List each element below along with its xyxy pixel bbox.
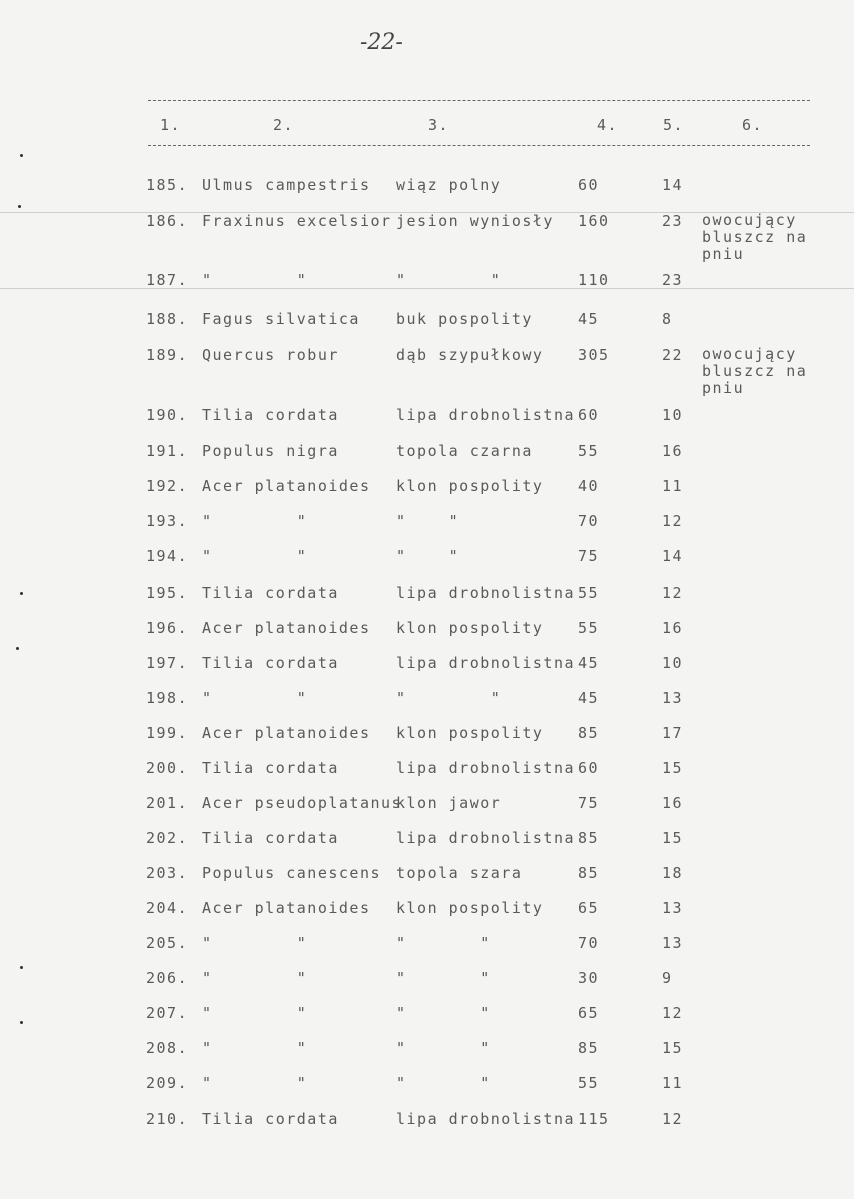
row-number: 187. <box>146 271 189 289</box>
value-col-5: 11 <box>662 1074 684 1092</box>
row-number: 191. <box>146 442 189 460</box>
latin-name: Tilia cordata <box>202 1110 339 1128</box>
value-col-5: 13 <box>662 899 684 917</box>
header-5: 5. <box>663 116 685 134</box>
polish-name: lipa drobnolistna <box>396 759 576 777</box>
polish-name: " " <box>396 512 460 530</box>
value-col-5: 10 <box>662 406 684 424</box>
row-number: 195. <box>146 584 189 602</box>
row-number: 209. <box>146 1074 189 1092</box>
row-number: 200. <box>146 759 189 777</box>
row-number: 204. <box>146 899 189 917</box>
polish-name: klon pospolity <box>396 724 544 742</box>
value-col-5: 14 <box>662 176 684 194</box>
polish-name: klon pospolity <box>396 619 544 637</box>
polish-name: dąb szypułkowy <box>396 346 544 364</box>
note: owocujący bluszcz na pniu <box>702 211 808 263</box>
row-number: 210. <box>146 1110 189 1128</box>
value-col-5: 16 <box>662 794 684 812</box>
value-col-4: 60 <box>578 759 600 777</box>
value-col-5: 12 <box>662 1004 684 1022</box>
header-bottom-rule <box>148 145 810 146</box>
value-col-4: 55 <box>578 584 600 602</box>
value-col-4: 85 <box>578 1039 600 1057</box>
value-col-5: 13 <box>662 689 684 707</box>
latin-name: " " <box>202 512 308 530</box>
polish-name: jesion wyniosły <box>396 212 554 230</box>
margin-mark <box>20 966 23 969</box>
polish-name: topola czarna <box>396 442 533 460</box>
latin-name: Acer platanoides <box>202 477 371 495</box>
row-number: 202. <box>146 829 189 847</box>
row-number: 197. <box>146 654 189 672</box>
latin-name: Tilia cordata <box>202 584 339 602</box>
row-number: 193. <box>146 512 189 530</box>
value-col-4: 70 <box>578 934 600 952</box>
row-number: 207. <box>146 1004 189 1022</box>
value-col-4: 60 <box>578 406 600 424</box>
latin-name: Quercus robur <box>202 346 339 364</box>
page-number: -22- <box>360 30 403 55</box>
value-col-5: 10 <box>662 654 684 672</box>
value-col-4: 110 <box>578 271 610 289</box>
margin-mark <box>16 647 19 650</box>
value-col-4: 85 <box>578 724 600 742</box>
header-top-rule <box>148 100 810 101</box>
polish-name: " " <box>396 689 502 707</box>
value-col-4: 55 <box>578 619 600 637</box>
value-col-4: 30 <box>578 969 600 987</box>
row-number: 188. <box>146 310 189 328</box>
latin-name: " " <box>202 271 308 289</box>
value-col-4: 55 <box>578 1074 600 1092</box>
row-number: 186. <box>146 212 189 230</box>
polish-name: " " <box>396 934 491 952</box>
value-col-4: 40 <box>578 477 600 495</box>
polish-name: klon jawor <box>396 794 502 812</box>
row-number: 189. <box>146 346 189 364</box>
value-col-5: 8 <box>662 310 673 328</box>
polish-name: wiąz polny <box>396 176 502 194</box>
header-1: 1. <box>160 116 182 134</box>
value-col-5: 23 <box>662 212 684 230</box>
value-col-5: 22 <box>662 346 684 364</box>
polish-name: klon pospolity <box>396 899 544 917</box>
latin-name: Tilia cordata <box>202 829 339 847</box>
header-3: 3. <box>428 116 450 134</box>
value-col-4: 85 <box>578 864 600 882</box>
value-col-5: 17 <box>662 724 684 742</box>
latin-name: " " <box>202 1039 308 1057</box>
value-col-4: 45 <box>578 654 600 672</box>
latin-name: " " <box>202 1074 308 1092</box>
latin-name: " " <box>202 1004 308 1022</box>
latin-name: Tilia cordata <box>202 759 339 777</box>
header-4: 4. <box>597 116 619 134</box>
value-col-4: 75 <box>578 547 600 565</box>
latin-name: Fraxinus excelsior <box>202 212 392 230</box>
row-number: 205. <box>146 934 189 952</box>
value-col-4: 65 <box>578 1004 600 1022</box>
margin-mark <box>18 205 21 208</box>
margin-mark <box>20 592 23 595</box>
value-col-5: 15 <box>662 1039 684 1057</box>
value-col-5: 11 <box>662 477 684 495</box>
latin-name: " " <box>202 689 308 707</box>
polish-name: lipa drobnolistna <box>396 829 576 847</box>
polish-name: buk pospolity <box>396 310 533 328</box>
value-col-5: 14 <box>662 547 684 565</box>
polish-name: " " <box>396 547 460 565</box>
row-number: 206. <box>146 969 189 987</box>
polish-name: lipa drobnolistna <box>396 1110 576 1128</box>
note: owocujący bluszcz na pniu <box>702 345 808 397</box>
row-number: 199. <box>146 724 189 742</box>
margin-mark <box>20 1021 23 1024</box>
value-col-4: 45 <box>578 689 600 707</box>
row-number: 198. <box>146 689 189 707</box>
value-col-5: 16 <box>662 619 684 637</box>
polish-name: " " <box>396 1039 491 1057</box>
polish-name: " " <box>396 1074 491 1092</box>
polish-name: lipa drobnolistna <box>396 584 576 602</box>
polish-name: " " <box>396 1004 491 1022</box>
value-col-5: 12 <box>662 584 684 602</box>
value-col-4: 75 <box>578 794 600 812</box>
polish-name: topola szara <box>396 864 523 882</box>
value-col-4: 305 <box>578 346 610 364</box>
latin-name: Tilia cordata <box>202 654 339 672</box>
header-6: 6. <box>742 116 764 134</box>
polish-name: " " <box>396 969 491 987</box>
value-col-4: 45 <box>578 310 600 328</box>
value-col-5: 15 <box>662 829 684 847</box>
value-col-5: 18 <box>662 864 684 882</box>
row-number: 192. <box>146 477 189 495</box>
value-col-5: 15 <box>662 759 684 777</box>
value-col-5: 9 <box>662 969 673 987</box>
latin-name: Acer platanoides <box>202 899 371 917</box>
row-number: 196. <box>146 619 189 637</box>
latin-name: Ulmus campestris <box>202 176 371 194</box>
row-number: 201. <box>146 794 189 812</box>
header-2: 2. <box>273 116 295 134</box>
latin-name: Acer pseudoplatanus <box>202 794 403 812</box>
latin-name: " " <box>202 934 308 952</box>
latin-name: Tilia cordata <box>202 406 339 424</box>
value-col-4: 115 <box>578 1110 610 1128</box>
row-number: 203. <box>146 864 189 882</box>
value-col-5: 13 <box>662 934 684 952</box>
value-col-4: 55 <box>578 442 600 460</box>
row-number: 190. <box>146 406 189 424</box>
value-col-4: 160 <box>578 212 610 230</box>
value-col-4: 85 <box>578 829 600 847</box>
value-col-5: 16 <box>662 442 684 460</box>
latin-name: Fagus silvatica <box>202 310 360 328</box>
value-col-5: 23 <box>662 271 684 289</box>
latin-name: Acer platanoides <box>202 619 371 637</box>
polish-name: lipa drobnolistna <box>396 654 576 672</box>
row-number: 208. <box>146 1039 189 1057</box>
latin-name: Populus nigra <box>202 442 339 460</box>
polish-name: klon pospolity <box>396 477 544 495</box>
value-col-5: 12 <box>662 512 684 530</box>
polish-name: lipa drobnolistna <box>396 406 576 424</box>
latin-name: Acer platanoides <box>202 724 371 742</box>
row-number: 185. <box>146 176 189 194</box>
latin-name: Populus canescens <box>202 864 382 882</box>
polish-name: " " <box>396 271 502 289</box>
latin-name: " " <box>202 547 308 565</box>
margin-mark <box>20 154 23 157</box>
value-col-4: 60 <box>578 176 600 194</box>
value-col-4: 70 <box>578 512 600 530</box>
row-number: 194. <box>146 547 189 565</box>
latin-name: " " <box>202 969 308 987</box>
value-col-5: 12 <box>662 1110 684 1128</box>
value-col-4: 65 <box>578 899 600 917</box>
